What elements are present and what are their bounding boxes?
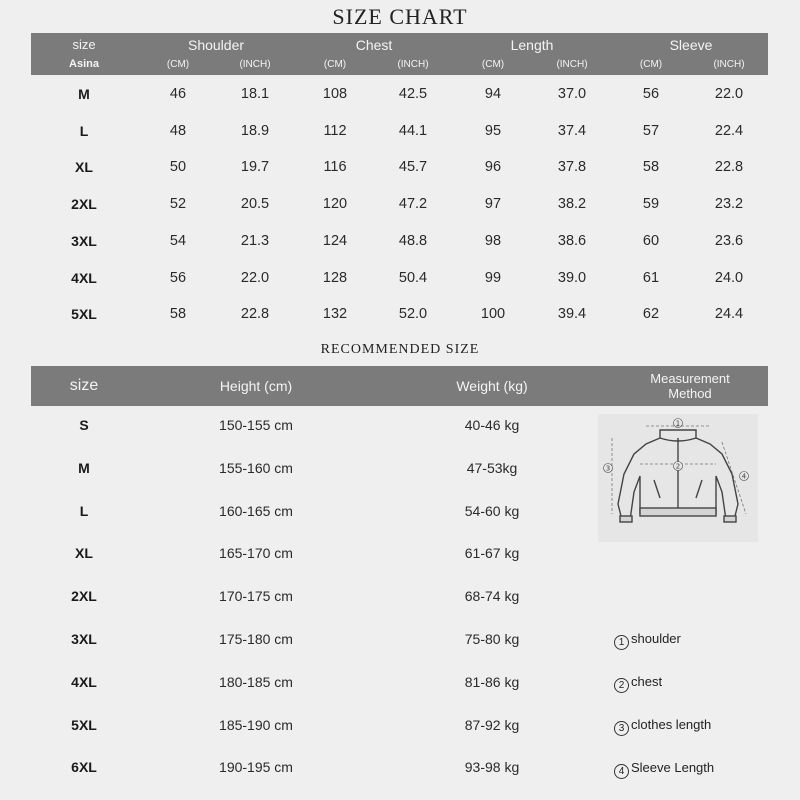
- value-cell: 95: [484, 122, 502, 139]
- rec-size-header: size: [69, 377, 99, 394]
- unit-header: (CM): [481, 59, 505, 70]
- asina-label: Asina: [69, 58, 99, 70]
- diagram-label-4: 4: [741, 472, 747, 481]
- value-cell: 94: [484, 86, 502, 102]
- legend-number-icon: 4: [614, 764, 629, 779]
- value-cell: 21.3: [240, 232, 270, 249]
- value-cell: 38.6: [557, 232, 587, 249]
- unit-header: (INCH): [239, 59, 271, 70]
- value-cell: 24.4: [714, 306, 744, 323]
- value-cell: 18.1: [240, 86, 270, 102]
- table-row: [31, 196, 768, 216]
- value-cell: 48.8: [398, 232, 428, 249]
- chest-header: Chest: [355, 37, 393, 53]
- weight-cell: 47-53kg: [466, 459, 518, 476]
- value-cell: 22.0: [240, 269, 270, 286]
- size-cell: 3XL: [71, 631, 97, 647]
- page-title: SIZE CHART: [332, 4, 468, 29]
- value-cell: 120: [322, 196, 348, 213]
- size-cell: 2XL: [71, 196, 97, 213]
- value-cell: 18.9: [240, 122, 270, 139]
- unit-header: (CM): [323, 59, 347, 70]
- legend-text: Sleeve Length: [631, 760, 715, 775]
- value-cell: 56: [169, 269, 187, 286]
- size-cell: S: [79, 417, 89, 433]
- value-cell: 37.8: [557, 159, 587, 176]
- value-cell: 46: [169, 86, 187, 102]
- size-cell: M: [78, 86, 90, 102]
- value-cell: 62: [642, 306, 660, 323]
- measurement-method-header: [650, 371, 729, 401]
- value-cell: 128: [322, 269, 348, 286]
- value-cell: 61: [642, 269, 660, 286]
- legend-item: [614, 760, 714, 779]
- size-cell: 6XL: [71, 759, 97, 776]
- value-cell: 116: [323, 159, 347, 176]
- table-row: [31, 270, 768, 290]
- value-cell: 39.0: [557, 269, 587, 286]
- size-column-header: size: [72, 37, 96, 52]
- recommended-header: [31, 366, 768, 406]
- unit-header: (CM): [166, 59, 190, 70]
- weight-cell: 75-80 kg: [464, 631, 520, 647]
- value-cell: 56: [642, 86, 660, 102]
- unit-header: (INCH): [713, 59, 745, 70]
- table-row: [31, 233, 768, 253]
- table-row: [31, 159, 768, 179]
- value-cell: 38.2: [557, 196, 587, 213]
- value-cell: 23.2: [714, 196, 744, 213]
- value-cell: 58: [642, 159, 660, 176]
- value-cell: 22.4: [714, 122, 744, 139]
- legend-text: shoulder: [631, 631, 681, 646]
- value-cell: 20.5: [240, 196, 270, 213]
- size-cell: XL: [75, 545, 93, 562]
- height-header: Height (cm): [219, 378, 293, 394]
- legend-text: chest: [631, 674, 663, 689]
- legend-number-icon: 2: [614, 678, 629, 693]
- diagram-label-2: 2: [675, 462, 681, 471]
- size-cell: 3XL: [71, 232, 97, 249]
- value-cell: 124: [322, 232, 348, 249]
- value-cell: 132: [322, 306, 348, 323]
- size-cell: M: [78, 459, 90, 476]
- value-cell: 108: [322, 86, 348, 102]
- height-cell: 150-155 cm: [219, 417, 293, 433]
- diagram-label-3: 3: [605, 464, 611, 473]
- height-cell: 165-170 cm: [219, 545, 293, 562]
- height-cell: 185-190 cm: [219, 716, 293, 733]
- value-cell: 112: [323, 122, 347, 139]
- legend-text: clothes length: [631, 717, 712, 732]
- table-row: [31, 306, 768, 326]
- diagram-label-1: 1: [675, 419, 681, 428]
- height-cell: 170-175 cm: [219, 588, 293, 605]
- value-cell: 52: [169, 196, 187, 213]
- method-line2: Method: [668, 386, 712, 401]
- value-cell: 23.6: [714, 232, 744, 249]
- value-cell: 45.7: [398, 159, 428, 176]
- length-header: Length: [510, 37, 554, 53]
- height-cell: 175-180 cm: [219, 631, 293, 647]
- height-cell: 180-185 cm: [219, 673, 293, 690]
- weight-cell: 68-74 kg: [464, 588, 520, 605]
- legend-number-icon: 1: [614, 635, 629, 650]
- size-cell: XL: [75, 159, 93, 176]
- value-cell: 19.7: [240, 159, 270, 176]
- value-cell: 22.8: [714, 159, 744, 176]
- weight-cell: 87-92 kg: [464, 716, 520, 733]
- value-cell: 50: [169, 159, 187, 176]
- value-cell: 50.4: [398, 269, 428, 286]
- value-cell: 59: [642, 196, 660, 213]
- weight-cell: 81-86 kg: [464, 673, 520, 690]
- size-cell: 2XL: [71, 588, 97, 605]
- size-cell: 5XL: [71, 306, 97, 323]
- value-cell: 24.0: [714, 269, 744, 286]
- value-cell: 22.0: [714, 86, 744, 102]
- value-cell: 37.0: [557, 86, 587, 102]
- value-cell: 44.1: [398, 122, 428, 139]
- value-cell: 100: [480, 306, 506, 323]
- measurement-diagram: [598, 414, 758, 542]
- value-cell: 58: [169, 306, 187, 323]
- value-cell: 52.0: [398, 306, 428, 323]
- value-cell: 22.8: [240, 306, 270, 323]
- value-cell: 48: [169, 122, 187, 139]
- table-row: [31, 123, 768, 143]
- recommended-size-title: RECOMMENDED SIZE: [320, 342, 480, 357]
- weight-cell: 61-67 kg: [464, 545, 520, 562]
- table-row: [31, 588, 768, 608]
- value-cell: 98: [484, 232, 502, 249]
- unit-header: (INCH): [556, 59, 588, 70]
- shoulder-header: Shoulder: [187, 37, 245, 53]
- size-cell: L: [79, 122, 89, 139]
- value-cell: 99: [484, 269, 502, 286]
- value-cell: 96: [484, 159, 502, 176]
- value-cell: 39.4: [557, 306, 587, 323]
- size-cell: 4XL: [71, 673, 97, 690]
- value-cell: 97: [484, 196, 502, 213]
- height-cell: 160-165 cm: [219, 502, 293, 519]
- table-row: [31, 86, 768, 106]
- legend-number-icon: 3: [614, 721, 629, 736]
- value-cell: 37.4: [557, 122, 587, 139]
- weight-header: Weight (kg): [456, 378, 528, 394]
- size-chart-header: [31, 33, 768, 75]
- unit-header: (CM): [639, 59, 663, 70]
- height-cell: 155-160 cm: [219, 459, 293, 476]
- size-cell: 4XL: [71, 269, 97, 286]
- weight-cell: 93-98 kg: [464, 759, 520, 776]
- height-cell: 190-195 cm: [219, 759, 293, 776]
- value-cell: 42.5: [398, 86, 428, 102]
- value-cell: 54: [169, 232, 187, 249]
- jacket-icon: [598, 414, 758, 542]
- legend-item: [614, 631, 681, 650]
- size-cell: L: [79, 502, 89, 519]
- weight-cell: 40-46 kg: [464, 417, 520, 433]
- value-cell: 47.2: [398, 196, 428, 213]
- weight-cell: 54-60 kg: [464, 502, 520, 519]
- unit-header: (INCH): [397, 59, 429, 70]
- value-cell: 60: [642, 232, 660, 249]
- method-line1: Measurement: [650, 371, 730, 386]
- legend-item: [614, 717, 711, 736]
- table-row: [31, 545, 768, 565]
- legend-item: [614, 674, 662, 693]
- sleeve-header: Sleeve: [669, 37, 713, 53]
- size-cell: 5XL: [71, 716, 97, 733]
- value-cell: 57: [642, 122, 660, 139]
